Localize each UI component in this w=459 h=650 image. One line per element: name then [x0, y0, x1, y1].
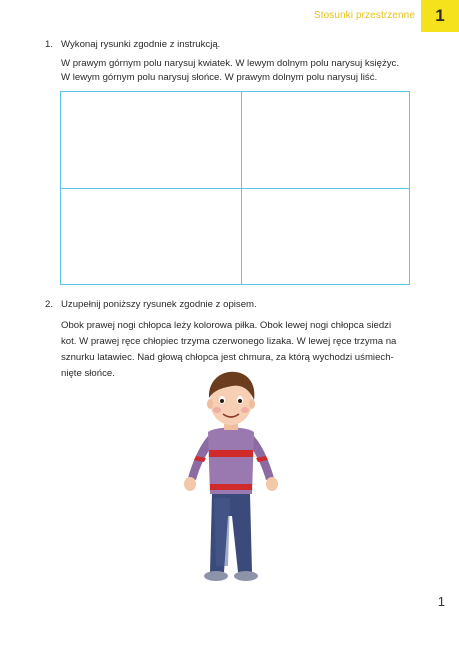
drawing-grid	[60, 91, 410, 285]
boy-left-shoe	[204, 571, 228, 581]
task-2-line-2: kot. W prawej ręce chłopiec trzyma czerwonego lizaka. W lewej ręce trzyma na	[61, 336, 397, 347]
boy-left-hand	[184, 477, 196, 491]
task-1-number: 1.	[45, 39, 54, 50]
boy-right-shoe	[234, 571, 258, 581]
task-2-instruction: Uzupełnij poniższy rysunek zgodnie z opisem.	[61, 299, 257, 310]
page-number: 1	[437, 594, 445, 609]
grid-cell-bottom-right[interactable]	[242, 189, 409, 284]
task-2-line-3: sznurku latawiec. Nad głową chłopca jest chmura, za którą wychodzi uśmiech-	[61, 352, 394, 363]
grid-cell-top-left[interactable]	[61, 92, 241, 188]
task-2-line-4: nięte słońce.	[61, 368, 115, 379]
task-1-instruction: Wykonaj rysunki zgodnie z instrukcją.	[61, 39, 221, 50]
grid-cell-bottom-left[interactable]	[61, 189, 241, 284]
task-1-line-1: W prawym górnym polu narysuj kwiatek. W lewym dolnym polu narysuj księżyc.	[61, 58, 400, 69]
task-2-number: 2.	[45, 299, 54, 310]
boy-right-hand	[266, 477, 278, 491]
section-title: Stosunki przestrzenne	[313, 10, 415, 21]
grid-horizontal-divider	[61, 188, 409, 189]
task-1-line-2: W lewym górnym polu narysuj słońce. W prawym dolnym polu narysuj liść.	[61, 72, 378, 83]
task-2-line-1: Obok prawej nogi chłopca leży kolorowa piłka. Obok lewej nogi chłopca siedzi	[61, 320, 392, 331]
grid-cell-top-right[interactable]	[242, 92, 409, 188]
chapter-badge: 1	[421, 0, 459, 32]
boy-illustration	[176, 366, 286, 586]
